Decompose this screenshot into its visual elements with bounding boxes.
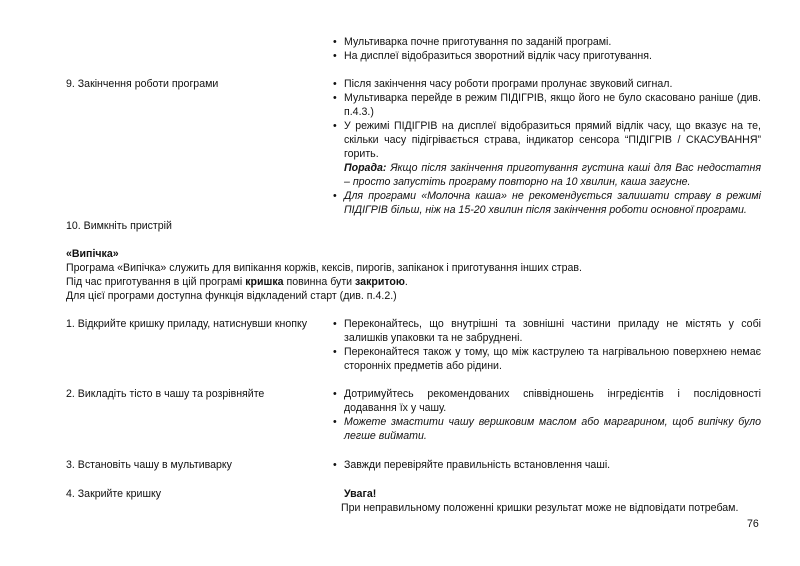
list-item: • Для програми «Молочна каша» не рекомендується залишати страву в режимі ПІДІГРІВ більш, ніж на 15-20 хвилин після закінчення роботи основної програми. <box>333 190 761 216</box>
list-item: • Можете змастити чашу вершковим маслом або маргарином, щоб випічку було легше виймати. <box>333 416 761 442</box>
warning-title: Увага! <box>344 488 377 500</box>
step-1-bullets <box>333 317 761 373</box>
list-item: • Переконайтеся також у тому, що між каструлею та нагрівальною поверхнею немає сторонніх предметів або рідини. <box>333 346 761 372</box>
list-item: • У режимі ПІДІГРІВ на дисплеї відобразиться прямий відлік часу, що вказує на те, скільки часу підігрівається страва, індикатор сенсора “ПІДІГРІВ / СКАСУВАННЯ” горить. <box>333 120 761 160</box>
tip-note: Порада: Якщо після закінчення приготування густина каші для Вас недостатня – просто запустіть програму повторно на 10 хвилин, каша загусне. <box>344 162 761 188</box>
section-line-1: Програма «Випічка» служить для випікання коржів, кексів, пирогів, запіканок і приготування інших страв. <box>66 262 582 274</box>
step-3-label: 3. Встановіть чашу в мультиварку <box>66 459 232 471</box>
section-line-2: Під час приготування в цій програмі кришка повинна бути закритою. <box>66 276 408 288</box>
top-bullet-list <box>333 35 761 63</box>
list-item: • На дисплеї відобразиться зворотний відлік часу приготування. <box>333 50 652 62</box>
list-item: • Мультиварка почне приготування по заданій програмі. <box>333 36 612 48</box>
step-1-label: 1. Відкрийте кришку приладу, натиснувши кнопку <box>66 318 308 330</box>
list-item: • Завжди перевіряйте правильність встановлення чаші. <box>333 459 611 471</box>
step-2-bullets <box>333 387 761 443</box>
step-2-label: 2. Викладіть тісто в чашу та розрівняйте <box>66 388 265 400</box>
section-line-3: Для цієї програми доступна функція відкладений старт (див. п.4.2.) <box>66 290 397 302</box>
warning-text: При неправильному положенні кришки результат може не відповідати потребам. <box>341 502 739 514</box>
step-3-bullets <box>333 458 761 472</box>
list-item: • Мультиварка перейде в режим ПІДІГРІВ, якщо його не було скасовано раніше (див. п.4.3.) <box>333 92 761 118</box>
step-10-label: 10. Вимкніть пристрій <box>66 220 172 232</box>
step-9-bullets <box>333 77 761 217</box>
list-item: • Переконайтесь, що внутрішні та зовнішні частини приладу не містять у собі залишків упаковки та не забруднені. <box>333 318 761 344</box>
step-4-label: 4. Закрийте кришку <box>66 488 161 500</box>
list-item: • Дотримуйтесь рекомендованих співвідношень інгредієнтів і послідовності додавання їх у чашу. <box>333 388 761 414</box>
page-number: 76 <box>747 518 759 530</box>
section-title: «Випічка» <box>66 248 119 260</box>
step-9-label: 9. Закінчення роботи програми <box>66 78 219 90</box>
list-item: • Після закінчення часу роботи програми пролунає звуковий сигнал. <box>333 78 673 90</box>
